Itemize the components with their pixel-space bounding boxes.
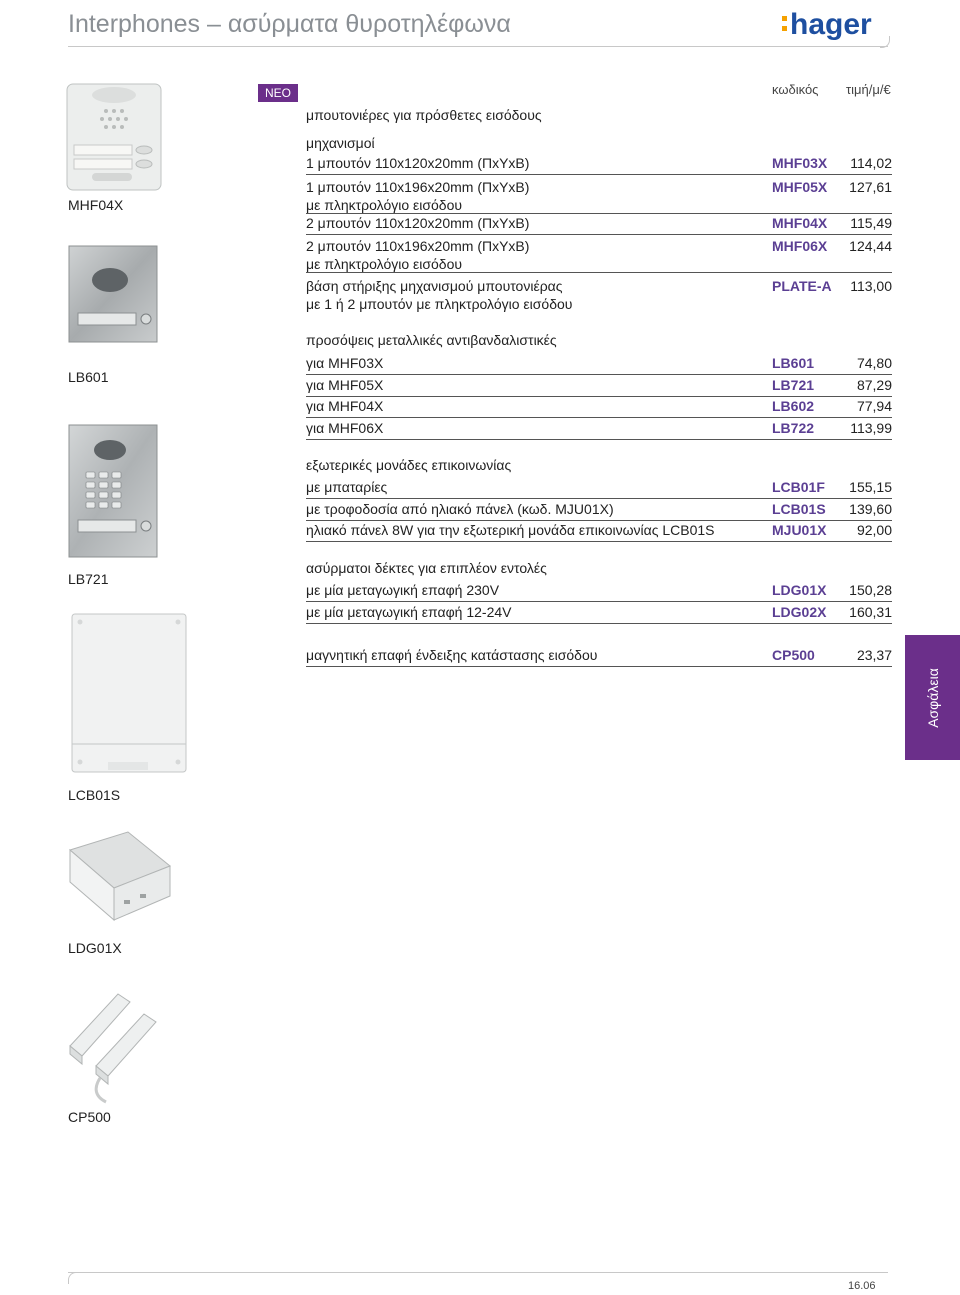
row-price: 160,31: [849, 604, 892, 620]
row-description: 2 μπουτόν 110x196x20mm (ΠxΥxΒ) με πληκτρολόγιο εισόδου: [306, 238, 530, 272]
table-row: [306, 354, 892, 375]
lb601-faceplate-image: [68, 245, 158, 343]
page-title: Interphones – ασύρματα θυροτηλέφωνα: [68, 10, 511, 38]
page-number: 16.06: [848, 1280, 876, 1292]
cp500-magnetic-contact-image: [66, 986, 160, 1104]
mhf04x-panel-image: [66, 83, 162, 191]
row-price: 124,44: [849, 238, 892, 254]
row-divider: [306, 174, 892, 175]
category-side-tab: [905, 635, 960, 760]
row-description: 2 μπουτόν 110x120x20mm (ΠxΥxΒ): [306, 215, 530, 231]
row-price: 74,80: [856, 355, 892, 371]
row-price: 150,28: [849, 582, 892, 598]
row-description: για MHF03X: [306, 355, 384, 371]
table-row: [306, 603, 892, 624]
product-code: LCB01S: [772, 501, 826, 517]
table-row: [306, 397, 892, 418]
product-code: PLATE-A: [772, 278, 832, 294]
section-title: ασύρματοι δέκτες για επιπλέον εντολές: [306, 560, 547, 576]
row-divider: [306, 601, 892, 602]
product-code: CP500: [772, 647, 815, 663]
row-price: 87,29: [856, 377, 892, 393]
row-divider: [306, 623, 892, 624]
table-row: [306, 178, 892, 214]
product-code: MHF05X: [772, 179, 828, 195]
row-price: 114,02: [850, 155, 892, 171]
row-description: με μία μεταγωγική επαφή 230V: [306, 582, 500, 598]
footer-divider: [68, 1272, 888, 1273]
table-row: [306, 419, 892, 440]
product-code: MHF06X: [772, 238, 828, 254]
hager-logo: [780, 6, 880, 42]
product-label-cp500: CP500: [68, 1109, 111, 1125]
product-code: MHF03X: [772, 155, 828, 171]
table-row: [306, 214, 892, 235]
brand-name: hager: [790, 8, 872, 41]
footer-divider-corner: [68, 1272, 78, 1284]
table-row: [306, 500, 892, 521]
row-description: βάση στήριξης μηχανισμού μπουτονιέρας με 1 ή 2 μπουτόν με πληκτρολόγιο εισόδου: [306, 278, 573, 312]
row-price: 92,00: [856, 522, 892, 538]
row-description: μαγνητική επαφή ένδειξης κατάστασης εισόδου: [306, 647, 598, 663]
product-code: LDG01X: [772, 582, 827, 598]
product-label-lb721: LB721: [68, 571, 109, 587]
product-code: MHF04X: [772, 215, 828, 231]
lb721-keypad-faceplate-image: [68, 424, 158, 558]
row-description: ηλιακό πάνελ 8W για την εξωτερική μονάδα επικοινωνίας LCB01S: [306, 522, 715, 538]
row-divider: [306, 374, 892, 375]
row-description: για MHF05X: [306, 377, 384, 393]
section-subtitle: μηχανισμοί: [306, 135, 375, 151]
row-description: με μπαταρίες: [306, 479, 388, 495]
row-description: 1 μπουτόν 110x120x20mm (ΠxΥxΒ): [306, 155, 530, 171]
table-row: [306, 521, 892, 542]
table-row: [306, 237, 892, 273]
row-price: 77,94: [856, 398, 892, 414]
table-row: [306, 581, 892, 602]
row-divider: [306, 541, 892, 542]
row-description: με μία μεταγωγική επαφή 12-24V: [306, 604, 512, 620]
ldg01x-receiver-image: [66, 830, 174, 930]
row-divider: [306, 234, 892, 235]
product-code: LDG02X: [772, 604, 827, 620]
row-divider: [306, 272, 892, 273]
column-header-price: τιμή/μ/€: [846, 82, 891, 97]
product-label-lcb01s: LCB01S: [68, 787, 121, 803]
row-price: 113,99: [850, 420, 892, 436]
column-header-code: κωδικός: [772, 82, 819, 97]
product-code: LB601: [772, 355, 815, 371]
product-code: MJU01X: [772, 522, 827, 538]
row-price: 23,37: [856, 647, 892, 663]
table-row: [306, 646, 892, 667]
header-divider: [68, 46, 888, 47]
product-code: LB722: [772, 420, 815, 436]
row-price: 115,49: [850, 215, 892, 231]
product-label-lb601: LB601: [68, 369, 109, 385]
row-price: 113,00: [850, 278, 892, 294]
table-row: [306, 154, 892, 175]
product-label-mhf04x: MHF04X: [68, 197, 124, 213]
row-price: 139,60: [849, 501, 892, 517]
row-description: για MHF04X: [306, 398, 384, 414]
row-divider: [306, 439, 892, 440]
product-code: LCB01F: [772, 479, 825, 495]
lcb01s-outdoor-unit-image: [68, 612, 190, 776]
product-label-ldg01x: LDG01X: [68, 940, 122, 956]
row-price: 155,15: [849, 479, 892, 495]
section-title: μπουτονιέρες για πρόσθετες εισόδους: [306, 107, 542, 123]
row-divider: [306, 666, 892, 667]
row-description: 1 μπουτόν 110x196x20mm (ΠxΥxΒ) με πληκτρολόγιο εισόδου: [306, 179, 530, 213]
row-description: για MHF06X: [306, 420, 384, 436]
product-code: LB721: [772, 377, 815, 393]
table-row: [306, 478, 892, 499]
section-title: προσόψεις μεταλλικές αντιβανδαλιστικές: [306, 332, 557, 348]
row-description: με τροφοδοσία από ηλιακό πάνελ (κωδ. MJU01X): [306, 501, 614, 517]
row-price: 127,61: [849, 179, 892, 195]
header-divider-corner: [880, 36, 890, 48]
category-side-tab-label: Ασφάλεια: [924, 667, 941, 728]
table-row: [306, 277, 892, 313]
new-badge: ΝΕΟ: [258, 84, 298, 102]
table-row: [306, 376, 892, 397]
row-divider: [306, 498, 892, 499]
row-divider: [306, 417, 892, 418]
section-title: εξωτερικές μονάδες επικοινωνίας: [306, 457, 512, 473]
product-code: LB602: [772, 398, 815, 414]
